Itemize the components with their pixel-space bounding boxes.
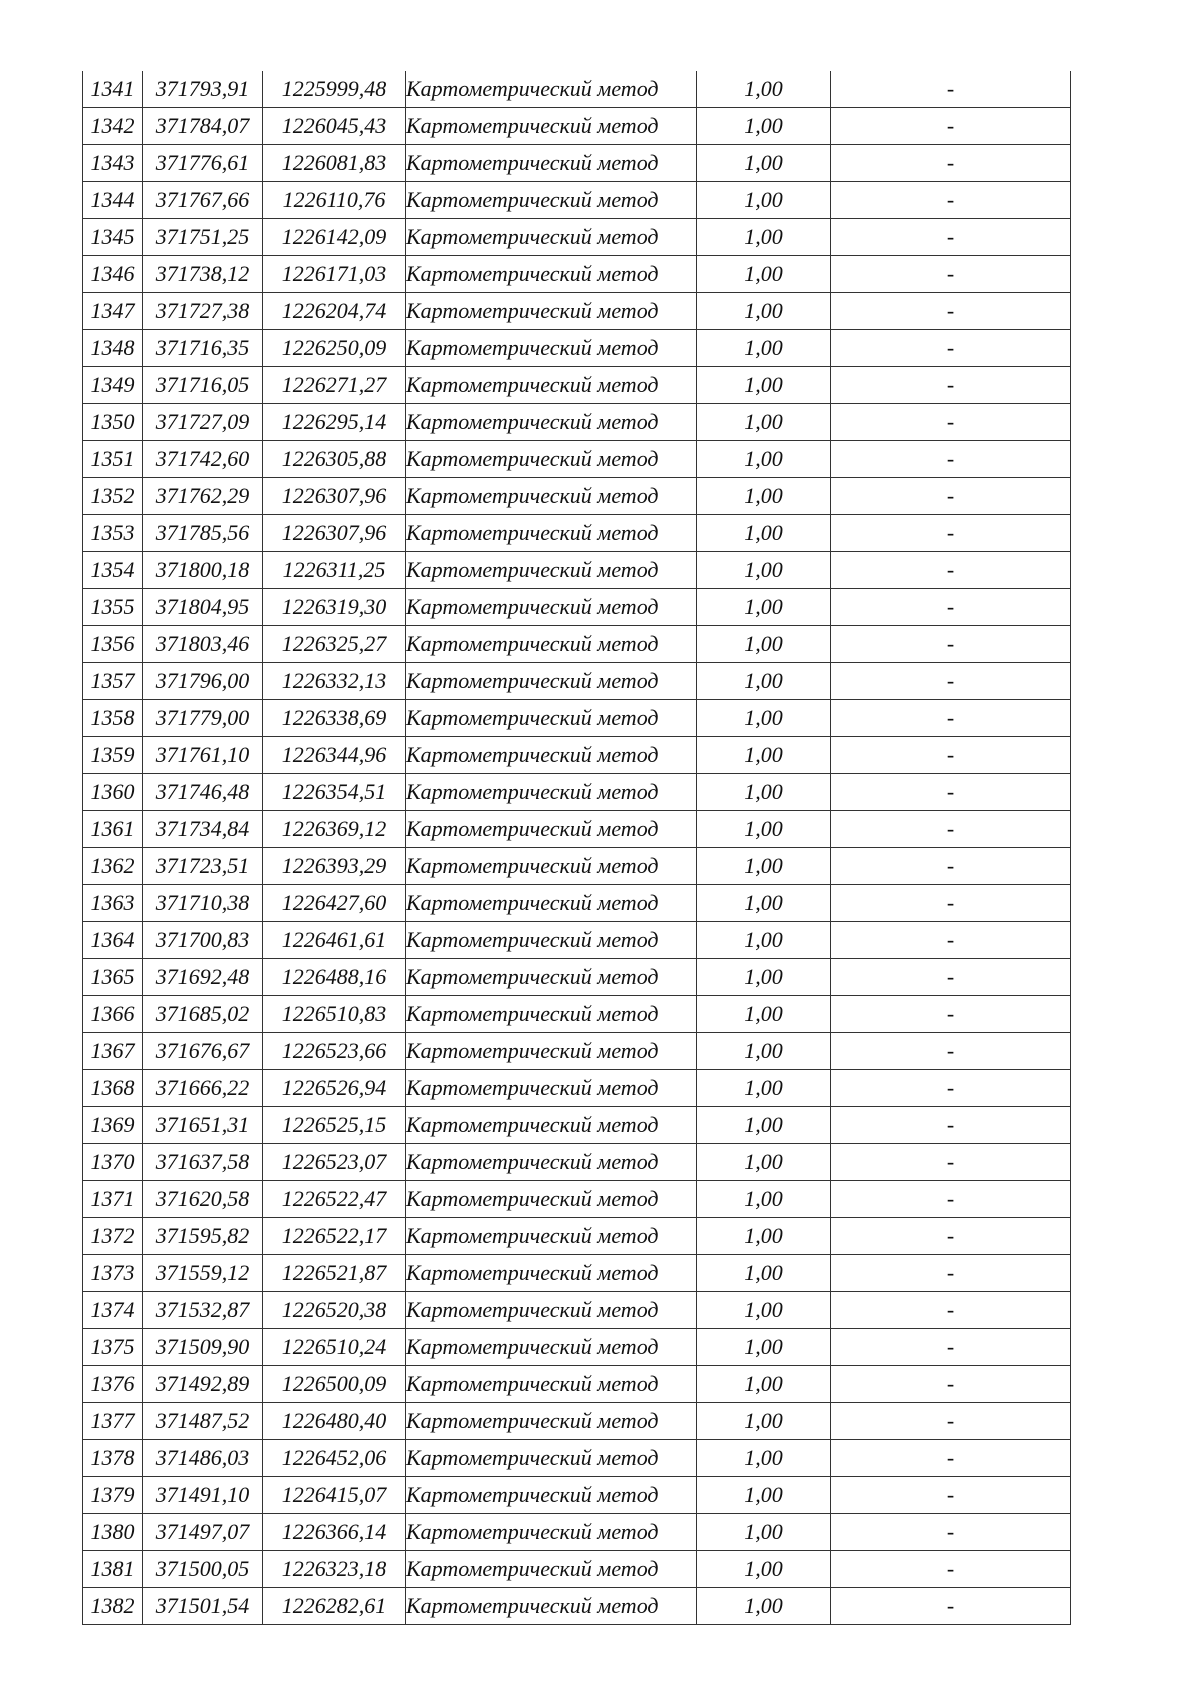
x-coordinate-cell: 371779,00 — [143, 700, 263, 737]
note-cell: - — [831, 737, 1071, 774]
method-cell: Картометрический метод — [406, 1033, 697, 1070]
y-coordinate-cell: 1226307,96 — [263, 478, 406, 515]
x-coordinate-cell: 371491,10 — [143, 1477, 263, 1514]
method-cell: Картометрический метод — [406, 922, 697, 959]
note-cell: - — [831, 219, 1071, 256]
note-cell: - — [831, 626, 1071, 663]
accuracy-cell: 1,00 — [697, 145, 831, 182]
point-number-cell: 1374 — [83, 1292, 143, 1329]
point-number-cell: 1372 — [83, 1218, 143, 1255]
point-number-cell: 1345 — [83, 219, 143, 256]
point-number-cell: 1381 — [83, 1551, 143, 1588]
y-coordinate-cell: 1226311,25 — [263, 552, 406, 589]
accuracy-cell: 1,00 — [697, 1181, 831, 1218]
table-row — [83, 922, 1071, 959]
y-coordinate-cell: 1226415,07 — [263, 1477, 406, 1514]
method-cell: Картометрический метод — [406, 1514, 697, 1551]
table-row — [83, 1144, 1071, 1181]
x-coordinate-cell: 371620,58 — [143, 1181, 263, 1218]
accuracy-cell: 1,00 — [697, 1033, 831, 1070]
point-number-cell: 1349 — [83, 367, 143, 404]
accuracy-cell: 1,00 — [697, 922, 831, 959]
accuracy-cell: 1,00 — [697, 1588, 831, 1625]
accuracy-cell: 1,00 — [697, 1366, 831, 1403]
point-number-cell: 1369 — [83, 1107, 143, 1144]
method-cell: Картометрический метод — [406, 959, 697, 996]
note-cell: - — [831, 367, 1071, 404]
y-coordinate-cell: 1226461,61 — [263, 922, 406, 959]
note-cell: - — [831, 996, 1071, 1033]
note-cell: - — [831, 700, 1071, 737]
note-cell: - — [831, 1403, 1071, 1440]
y-coordinate-cell: 1226319,30 — [263, 589, 406, 626]
accuracy-cell: 1,00 — [697, 182, 831, 219]
accuracy-cell: 1,00 — [697, 293, 831, 330]
x-coordinate-cell: 371487,52 — [143, 1403, 263, 1440]
method-cell: Картометрический метод — [406, 1440, 697, 1477]
table-row — [83, 71, 1071, 108]
accuracy-cell: 1,00 — [697, 108, 831, 145]
method-cell: Картометрический метод — [406, 182, 697, 219]
y-coordinate-cell: 1226510,24 — [263, 1329, 406, 1366]
y-coordinate-cell: 1226354,51 — [263, 774, 406, 811]
table-row — [83, 1477, 1071, 1514]
table-row — [83, 1366, 1071, 1403]
method-cell: Картометрический метод — [406, 700, 697, 737]
method-cell: Картометрический метод — [406, 552, 697, 589]
y-coordinate-cell: 1226522,47 — [263, 1181, 406, 1218]
point-number-cell: 1377 — [83, 1403, 143, 1440]
method-cell: Картометрический метод — [406, 219, 697, 256]
note-cell: - — [831, 663, 1071, 700]
method-cell: Картометрический метод — [406, 367, 697, 404]
x-coordinate-cell: 371710,38 — [143, 885, 263, 922]
note-cell: - — [831, 885, 1071, 922]
method-cell: Картометрический метод — [406, 145, 697, 182]
table-row — [83, 626, 1071, 663]
note-cell: - — [831, 515, 1071, 552]
x-coordinate-cell: 371727,38 — [143, 293, 263, 330]
y-coordinate-cell: 1226171,03 — [263, 256, 406, 293]
x-coordinate-cell: 371761,10 — [143, 737, 263, 774]
point-number-cell: 1366 — [83, 996, 143, 1033]
point-number-cell: 1352 — [83, 478, 143, 515]
x-coordinate-cell: 371595,82 — [143, 1218, 263, 1255]
accuracy-cell: 1,00 — [697, 515, 831, 552]
table-row — [83, 663, 1071, 700]
point-number-cell: 1370 — [83, 1144, 143, 1181]
table-row — [83, 589, 1071, 626]
x-coordinate-cell: 371692,48 — [143, 959, 263, 996]
accuracy-cell: 1,00 — [697, 478, 831, 515]
x-coordinate-cell: 371785,56 — [143, 515, 263, 552]
point-number-cell: 1351 — [83, 441, 143, 478]
accuracy-cell: 1,00 — [697, 811, 831, 848]
accuracy-cell: 1,00 — [697, 256, 831, 293]
point-number-cell: 1357 — [83, 663, 143, 700]
method-cell: Картометрический метод — [406, 1329, 697, 1366]
method-cell: Картометрический метод — [406, 774, 697, 811]
accuracy-cell: 1,00 — [697, 1292, 831, 1329]
point-number-cell: 1353 — [83, 515, 143, 552]
table-row — [83, 293, 1071, 330]
x-coordinate-cell: 371685,02 — [143, 996, 263, 1033]
note-cell: - — [831, 145, 1071, 182]
note-cell: - — [831, 1144, 1071, 1181]
method-cell: Картометрический метод — [406, 1181, 697, 1218]
note-cell: - — [831, 1440, 1071, 1477]
method-cell: Картометрический метод — [406, 1218, 697, 1255]
table-row — [83, 774, 1071, 811]
point-number-cell: 1375 — [83, 1329, 143, 1366]
accuracy-cell: 1,00 — [697, 1107, 831, 1144]
accuracy-cell: 1,00 — [697, 441, 831, 478]
y-coordinate-cell: 1226295,14 — [263, 404, 406, 441]
point-number-cell: 1346 — [83, 256, 143, 293]
x-coordinate-cell: 371559,12 — [143, 1255, 263, 1292]
x-coordinate-cell: 371767,66 — [143, 182, 263, 219]
accuracy-cell: 1,00 — [697, 663, 831, 700]
x-coordinate-cell: 371666,22 — [143, 1070, 263, 1107]
point-number-cell: 1364 — [83, 922, 143, 959]
note-cell: - — [831, 1255, 1071, 1292]
x-coordinate-cell: 371762,29 — [143, 478, 263, 515]
note-cell: - — [831, 1107, 1071, 1144]
note-cell: - — [831, 1218, 1071, 1255]
method-cell: Картометрический метод — [406, 996, 697, 1033]
accuracy-cell: 1,00 — [697, 626, 831, 663]
x-coordinate-cell: 371700,83 — [143, 922, 263, 959]
table-row — [83, 1551, 1071, 1588]
coordinates-table-body — [83, 71, 1071, 1625]
y-coordinate-cell: 1226520,38 — [263, 1292, 406, 1329]
table-row — [83, 182, 1071, 219]
y-coordinate-cell: 1226393,29 — [263, 848, 406, 885]
point-number-cell: 1350 — [83, 404, 143, 441]
accuracy-cell: 1,00 — [697, 996, 831, 1033]
accuracy-cell: 1,00 — [697, 1514, 831, 1551]
x-coordinate-cell: 371532,87 — [143, 1292, 263, 1329]
y-coordinate-cell: 1226510,83 — [263, 996, 406, 1033]
point-number-cell: 1344 — [83, 182, 143, 219]
x-coordinate-cell: 371804,95 — [143, 589, 263, 626]
accuracy-cell: 1,00 — [697, 404, 831, 441]
y-coordinate-cell: 1226323,18 — [263, 1551, 406, 1588]
x-coordinate-cell: 371651,31 — [143, 1107, 263, 1144]
method-cell: Картометрический метод — [406, 1588, 697, 1625]
note-cell: - — [831, 774, 1071, 811]
note-cell: - — [831, 1366, 1071, 1403]
method-cell: Картометрический метод — [406, 108, 697, 145]
method-cell: Картометрический метод — [406, 848, 697, 885]
table-row — [83, 1218, 1071, 1255]
method-cell: Картометрический метод — [406, 885, 697, 922]
y-coordinate-cell: 1226307,96 — [263, 515, 406, 552]
table-row — [83, 848, 1071, 885]
accuracy-cell: 1,00 — [697, 1403, 831, 1440]
method-cell: Картометрический метод — [406, 441, 697, 478]
table-row — [83, 515, 1071, 552]
method-cell: Картометрический метод — [406, 811, 697, 848]
point-number-cell: 1361 — [83, 811, 143, 848]
note-cell: - — [831, 1181, 1071, 1218]
y-coordinate-cell: 1226110,76 — [263, 182, 406, 219]
accuracy-cell: 1,00 — [697, 1551, 831, 1588]
point-number-cell: 1355 — [83, 589, 143, 626]
note-cell: - — [831, 1329, 1071, 1366]
point-number-cell: 1342 — [83, 108, 143, 145]
y-coordinate-cell: 1226142,09 — [263, 219, 406, 256]
y-coordinate-cell: 1226522,17 — [263, 1218, 406, 1255]
note-cell: - — [831, 848, 1071, 885]
point-number-cell: 1359 — [83, 737, 143, 774]
point-number-cell: 1356 — [83, 626, 143, 663]
table-row — [83, 811, 1071, 848]
note-cell: - — [831, 404, 1071, 441]
accuracy-cell: 1,00 — [697, 700, 831, 737]
y-coordinate-cell: 1226344,96 — [263, 737, 406, 774]
x-coordinate-cell: 371751,25 — [143, 219, 263, 256]
y-coordinate-cell: 1226523,07 — [263, 1144, 406, 1181]
y-coordinate-cell: 1226525,15 — [263, 1107, 406, 1144]
x-coordinate-cell: 371676,67 — [143, 1033, 263, 1070]
method-cell: Картометрический метод — [406, 1292, 697, 1329]
note-cell: - — [831, 441, 1071, 478]
accuracy-cell: 1,00 — [697, 367, 831, 404]
table-row — [83, 552, 1071, 589]
method-cell: Картометрический метод — [406, 1144, 697, 1181]
note-cell: - — [831, 1292, 1071, 1329]
x-coordinate-cell: 371742,60 — [143, 441, 263, 478]
x-coordinate-cell: 371738,12 — [143, 256, 263, 293]
table-row — [83, 1403, 1071, 1440]
y-coordinate-cell: 1225999,48 — [263, 71, 406, 108]
y-coordinate-cell: 1226521,87 — [263, 1255, 406, 1292]
table-row — [83, 737, 1071, 774]
x-coordinate-cell: 371497,07 — [143, 1514, 263, 1551]
y-coordinate-cell: 1226488,16 — [263, 959, 406, 996]
accuracy-cell: 1,00 — [697, 1440, 831, 1477]
x-coordinate-cell: 371501,54 — [143, 1588, 263, 1625]
x-coordinate-cell: 371716,35 — [143, 330, 263, 367]
coordinates-table — [82, 71, 1071, 1625]
x-coordinate-cell: 371746,48 — [143, 774, 263, 811]
accuracy-cell: 1,00 — [697, 219, 831, 256]
x-coordinate-cell: 371637,58 — [143, 1144, 263, 1181]
x-coordinate-cell: 371492,89 — [143, 1366, 263, 1403]
point-number-cell: 1378 — [83, 1440, 143, 1477]
note-cell: - — [831, 922, 1071, 959]
method-cell: Картометрический метод — [406, 1551, 697, 1588]
table-row — [83, 1440, 1071, 1477]
table-row — [83, 959, 1071, 996]
table-row — [83, 404, 1071, 441]
y-coordinate-cell: 1226452,06 — [263, 1440, 406, 1477]
table-row — [83, 1292, 1071, 1329]
table-row — [83, 1107, 1071, 1144]
accuracy-cell: 1,00 — [697, 737, 831, 774]
y-coordinate-cell: 1226305,88 — [263, 441, 406, 478]
point-number-cell: 1348 — [83, 330, 143, 367]
x-coordinate-cell: 371723,51 — [143, 848, 263, 885]
table-row — [83, 1181, 1071, 1218]
method-cell: Картометрический метод — [406, 663, 697, 700]
point-number-cell: 1362 — [83, 848, 143, 885]
table-row — [83, 441, 1071, 478]
y-coordinate-cell: 1226204,74 — [263, 293, 406, 330]
point-number-cell: 1365 — [83, 959, 143, 996]
note-cell: - — [831, 293, 1071, 330]
note-cell: - — [831, 108, 1071, 145]
point-number-cell: 1380 — [83, 1514, 143, 1551]
note-cell: - — [831, 330, 1071, 367]
accuracy-cell: 1,00 — [697, 1070, 831, 1107]
method-cell: Картометрический метод — [406, 330, 697, 367]
note-cell: - — [831, 256, 1071, 293]
accuracy-cell: 1,00 — [697, 1477, 831, 1514]
x-coordinate-cell: 371500,05 — [143, 1551, 263, 1588]
note-cell: - — [831, 552, 1071, 589]
note-cell: - — [831, 1477, 1071, 1514]
x-coordinate-cell: 371486,03 — [143, 1440, 263, 1477]
method-cell: Картометрический метод — [406, 515, 697, 552]
method-cell: Картометрический метод — [406, 1107, 697, 1144]
x-coordinate-cell: 371784,07 — [143, 108, 263, 145]
method-cell: Картометрический метод — [406, 1477, 697, 1514]
accuracy-cell: 1,00 — [697, 959, 831, 996]
note-cell: - — [831, 1033, 1071, 1070]
accuracy-cell: 1,00 — [697, 1255, 831, 1292]
method-cell: Картометрический метод — [406, 626, 697, 663]
method-cell: Картометрический метод — [406, 1070, 697, 1107]
x-coordinate-cell: 371803,46 — [143, 626, 263, 663]
point-number-cell: 1341 — [83, 71, 143, 108]
table-row — [83, 330, 1071, 367]
y-coordinate-cell: 1226271,27 — [263, 367, 406, 404]
y-coordinate-cell: 1226045,43 — [263, 108, 406, 145]
x-coordinate-cell: 371776,61 — [143, 145, 263, 182]
note-cell: - — [831, 1514, 1071, 1551]
note-cell: - — [831, 1551, 1071, 1588]
y-coordinate-cell: 1226338,69 — [263, 700, 406, 737]
point-number-cell: 1343 — [83, 145, 143, 182]
note-cell: - — [831, 1588, 1071, 1625]
table-row — [83, 478, 1071, 515]
method-cell: Картометрический метод — [406, 404, 697, 441]
table-row — [83, 108, 1071, 145]
method-cell: Картометрический метод — [406, 256, 697, 293]
point-number-cell: 1376 — [83, 1366, 143, 1403]
x-coordinate-cell: 371716,05 — [143, 367, 263, 404]
point-number-cell: 1371 — [83, 1181, 143, 1218]
y-coordinate-cell: 1226427,60 — [263, 885, 406, 922]
table-row — [83, 700, 1071, 737]
table-row — [83, 145, 1071, 182]
y-coordinate-cell: 1226523,66 — [263, 1033, 406, 1070]
point-number-cell: 1363 — [83, 885, 143, 922]
table-row — [83, 1033, 1071, 1070]
table-row — [83, 219, 1071, 256]
point-number-cell: 1382 — [83, 1588, 143, 1625]
accuracy-cell: 1,00 — [697, 1329, 831, 1366]
point-number-cell: 1358 — [83, 700, 143, 737]
y-coordinate-cell: 1226325,27 — [263, 626, 406, 663]
accuracy-cell: 1,00 — [697, 552, 831, 589]
accuracy-cell: 1,00 — [697, 71, 831, 108]
y-coordinate-cell: 1226480,40 — [263, 1403, 406, 1440]
note-cell: - — [831, 182, 1071, 219]
accuracy-cell: 1,00 — [697, 1218, 831, 1255]
accuracy-cell: 1,00 — [697, 774, 831, 811]
note-cell: - — [831, 811, 1071, 848]
y-coordinate-cell: 1226526,94 — [263, 1070, 406, 1107]
y-coordinate-cell: 1226366,14 — [263, 1514, 406, 1551]
accuracy-cell: 1,00 — [697, 848, 831, 885]
y-coordinate-cell: 1226081,83 — [263, 145, 406, 182]
accuracy-cell: 1,00 — [697, 1144, 831, 1181]
method-cell: Картометрический метод — [406, 589, 697, 626]
table-row — [83, 367, 1071, 404]
method-cell: Картометрический метод — [406, 1255, 697, 1292]
table-row — [83, 1329, 1071, 1366]
table-row — [83, 885, 1071, 922]
table-row — [83, 996, 1071, 1033]
x-coordinate-cell: 371800,18 — [143, 552, 263, 589]
accuracy-cell: 1,00 — [697, 330, 831, 367]
method-cell: Картометрический метод — [406, 1366, 697, 1403]
point-number-cell: 1373 — [83, 1255, 143, 1292]
y-coordinate-cell: 1226282,61 — [263, 1588, 406, 1625]
accuracy-cell: 1,00 — [697, 589, 831, 626]
y-coordinate-cell: 1226250,09 — [263, 330, 406, 367]
method-cell: Картометрический метод — [406, 737, 697, 774]
x-coordinate-cell: 371796,00 — [143, 663, 263, 700]
method-cell: Картометрический метод — [406, 478, 697, 515]
note-cell: - — [831, 589, 1071, 626]
point-number-cell: 1360 — [83, 774, 143, 811]
table-row — [83, 1514, 1071, 1551]
y-coordinate-cell: 1226500,09 — [263, 1366, 406, 1403]
x-coordinate-cell: 371727,09 — [143, 404, 263, 441]
x-coordinate-cell: 371509,90 — [143, 1329, 263, 1366]
accuracy-cell: 1,00 — [697, 885, 831, 922]
y-coordinate-cell: 1226332,13 — [263, 663, 406, 700]
point-number-cell: 1354 — [83, 552, 143, 589]
y-coordinate-cell: 1226369,12 — [263, 811, 406, 848]
method-cell: Картометрический метод — [406, 1403, 697, 1440]
point-number-cell: 1379 — [83, 1477, 143, 1514]
point-number-cell: 1368 — [83, 1070, 143, 1107]
note-cell: - — [831, 71, 1071, 108]
method-cell: Картометрический метод — [406, 293, 697, 330]
note-cell: - — [831, 959, 1071, 996]
note-cell: - — [831, 478, 1071, 515]
x-coordinate-cell: 371793,91 — [143, 71, 263, 108]
table-row — [83, 1255, 1071, 1292]
table-row — [83, 1588, 1071, 1625]
table-row — [83, 256, 1071, 293]
method-cell: Картометрический метод — [406, 71, 697, 108]
note-cell: - — [831, 1070, 1071, 1107]
x-coordinate-cell: 371734,84 — [143, 811, 263, 848]
point-number-cell: 1347 — [83, 293, 143, 330]
table-row — [83, 1070, 1071, 1107]
point-number-cell: 1367 — [83, 1033, 143, 1070]
